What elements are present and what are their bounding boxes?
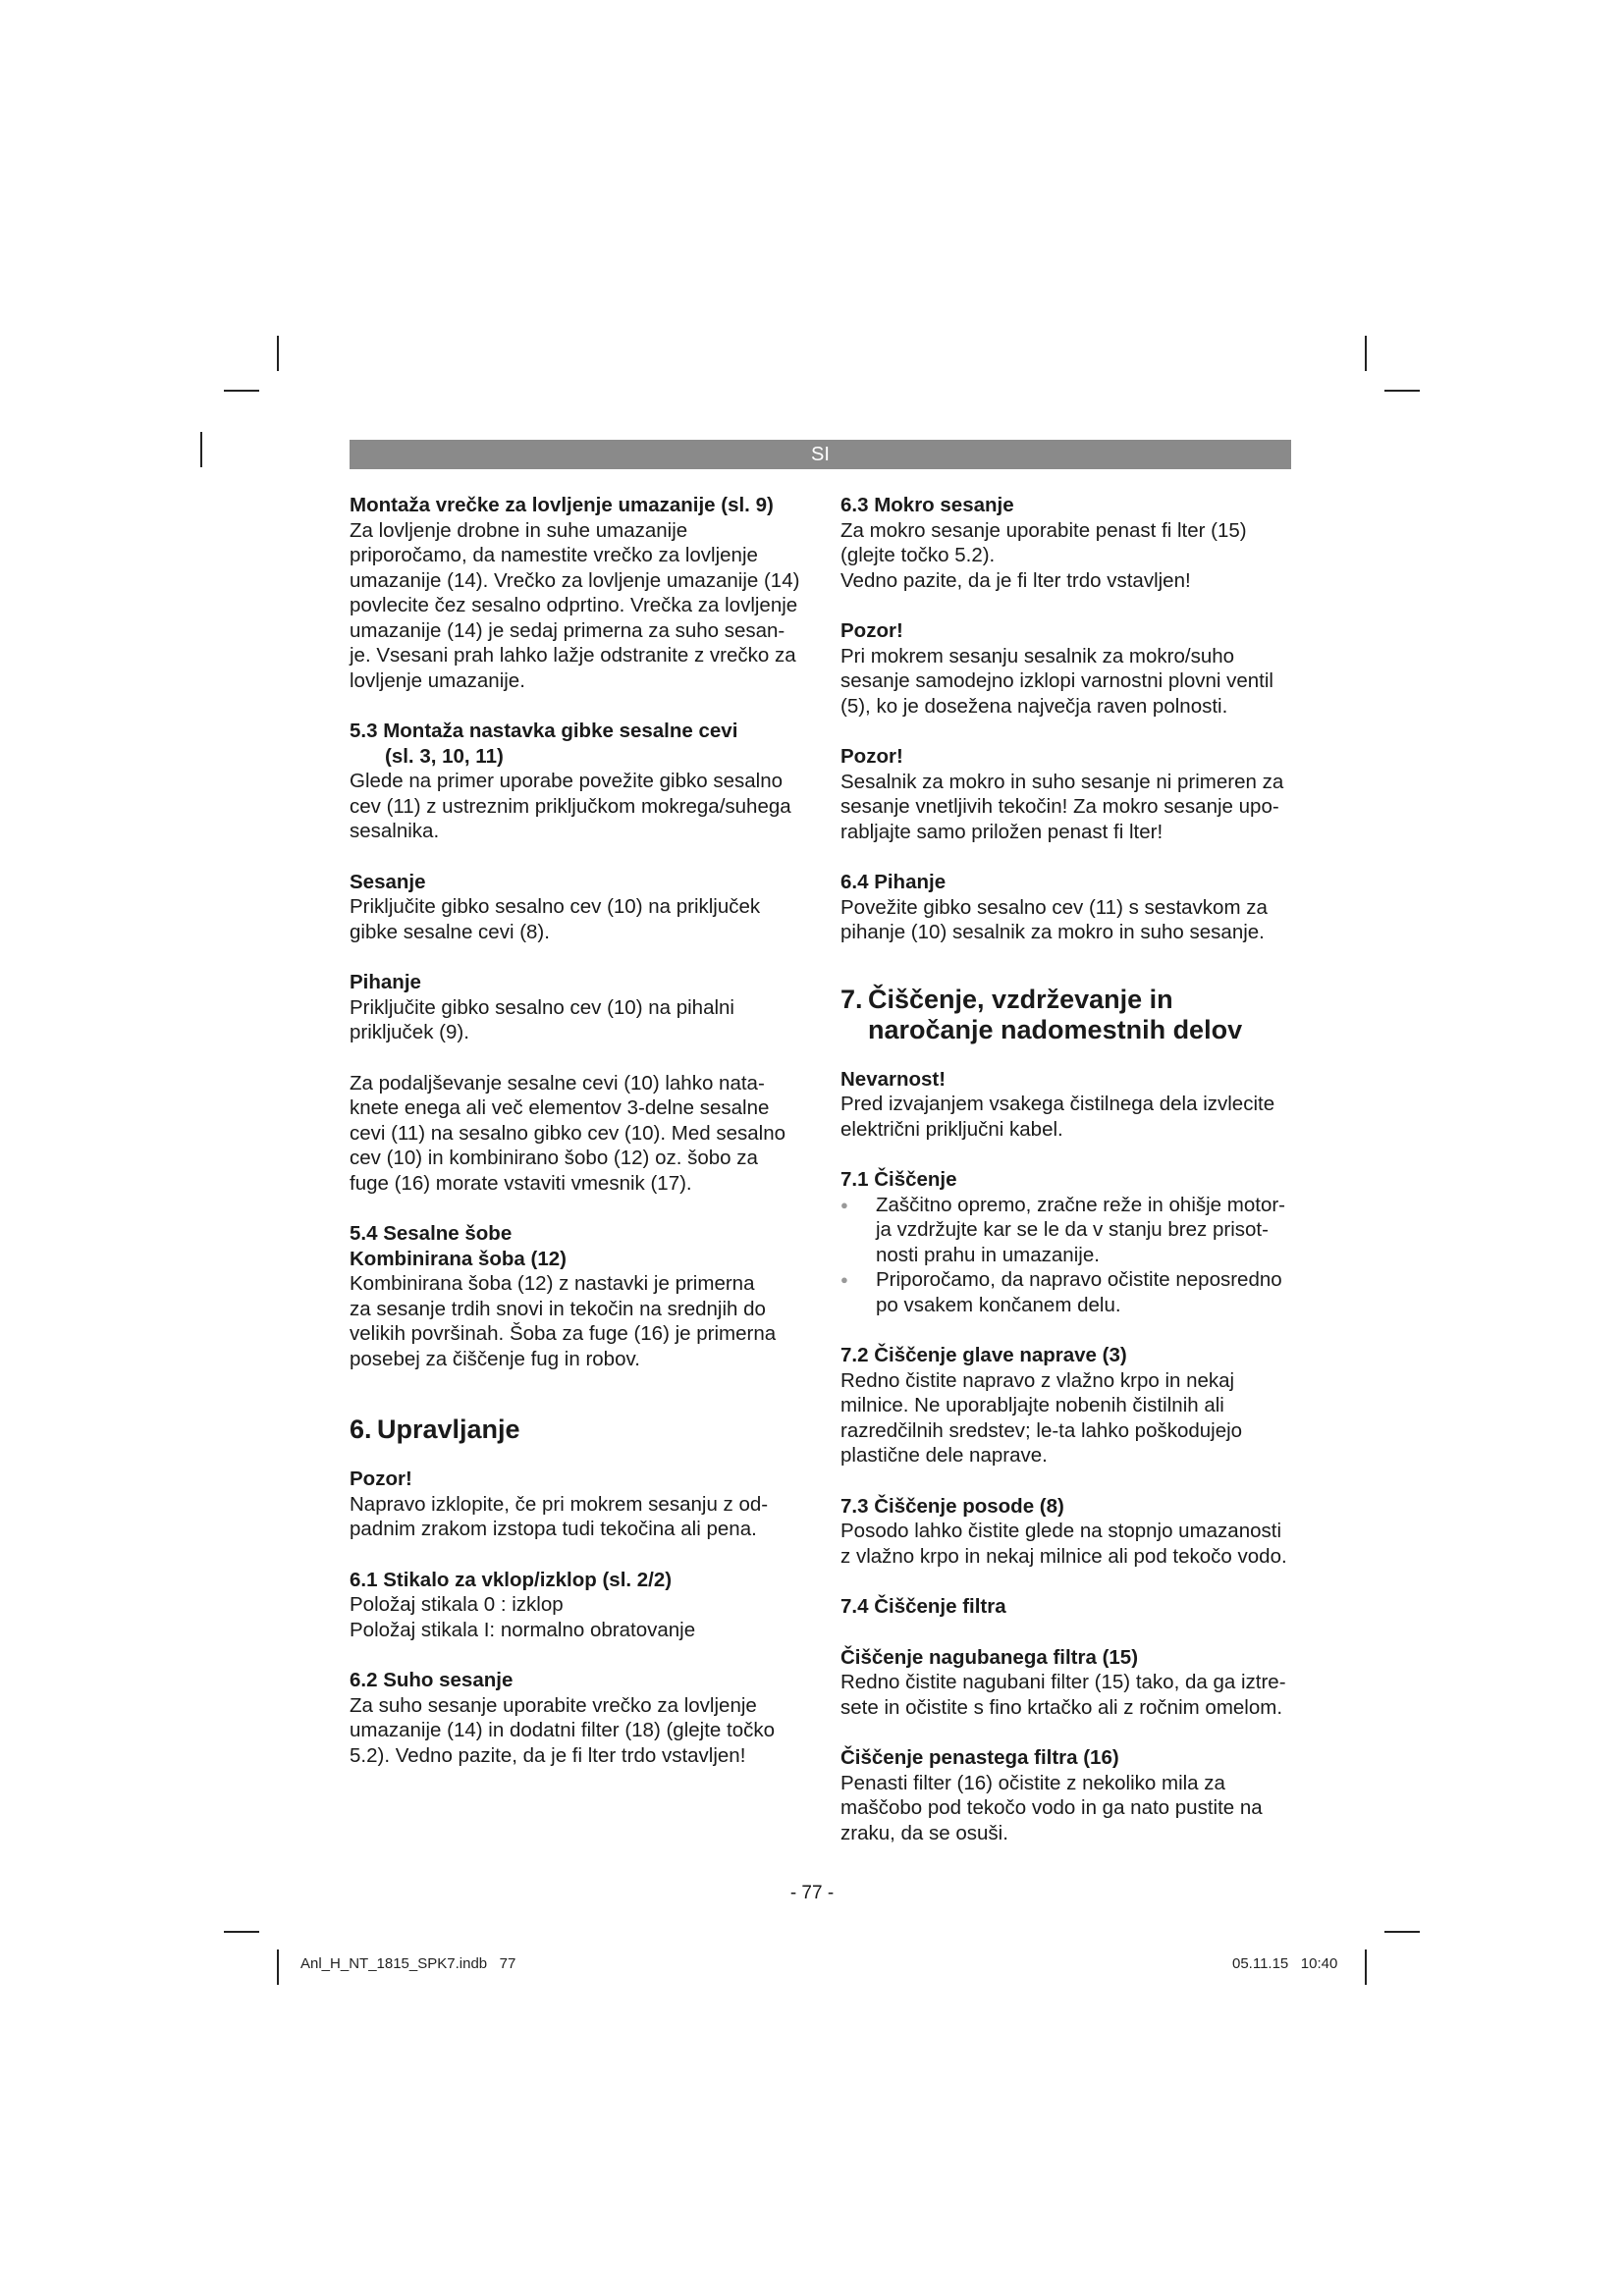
body-line: Penasti filter (16) očistite z nekoliko mila za xyxy=(840,1771,1225,1794)
body-line: maščobo pod tekočo vodo in ga nato pustite na xyxy=(840,1796,1263,1819)
chapter-title: Upravljanje xyxy=(377,1415,520,1444)
body-line: cevi (11) na sesalno gibko cev (10). Med sesalno xyxy=(350,1121,786,1145)
body-line: Pri mokrem sesanju sesalnik za mokro/suho xyxy=(840,644,1235,667)
body-line: priključek (9). xyxy=(350,1021,469,1043)
body-line: milnice. Ne uporabljajte nobenih čistilnih ali xyxy=(840,1394,1224,1416)
chapter-title: Čiščenje, vzdrževanje in xyxy=(868,984,1173,1014)
left-column xyxy=(350,493,804,1768)
body-line: Sesalnik za mokro in suho sesanje ni primeren za xyxy=(840,770,1284,793)
footer-file: Anl_H_NT_1815_SPK7.indb 77 xyxy=(300,1955,516,1972)
body-line: Vedno pazite, da je fi lter trdo vstavljen! xyxy=(840,568,1191,592)
body-line: (5), ko je dosežena največja raven polnosti. xyxy=(840,694,1228,718)
body-line: pihanje (10) sesalnik za mokro in suho sesanje. xyxy=(840,921,1265,943)
section-heading: Montaža vrečke za lovljenje umazanije (sl. 9) xyxy=(350,494,774,516)
body-line: sesanje vnetljivih tekočin! Za mokro sesanje upo- xyxy=(840,795,1279,818)
body-line: Kombinirana šoba (12) z nastavki je primerna xyxy=(350,1272,755,1295)
body-line: Položaj stikala 0 : izklop xyxy=(350,1593,564,1616)
warning-heading: Pozor! xyxy=(350,1468,412,1490)
crop-mark xyxy=(1365,336,1367,371)
danger-heading: Nevarnost! xyxy=(840,1067,947,1091)
chapter-heading xyxy=(350,1415,804,1445)
section-heading: Sesanje xyxy=(350,870,426,893)
body-line: razredčilnih sredstev; le-ta lahko poškodujejo xyxy=(840,1418,1243,1442)
section-heading: 7.1 Čiščenje xyxy=(840,1168,957,1191)
body-line: Redno čistite napravo z vlažno krpo in nekaj xyxy=(840,1368,1235,1392)
body-line: Priključite gibko sesalno cev (10) na priključek xyxy=(350,895,761,918)
section-heading: 7.3 Čiščenje posode (8) xyxy=(840,1494,1064,1518)
body-line: fuge (16) morate vstaviti vmesnik (17). xyxy=(350,1171,692,1195)
bullet-list xyxy=(840,1193,1295,1318)
chapter-number: 6. xyxy=(350,1415,372,1444)
section-heading: Pihanje xyxy=(350,971,421,993)
body-line: plastične dele naprave. xyxy=(840,1444,1048,1467)
body-line: Za podaljševanje sesalne cevi (10) lahko nata- xyxy=(350,1071,765,1095)
body-line: Za lovljenje drobne in suhe umazanije xyxy=(350,518,688,542)
body-line: padnim zrakom izstopa tudi tekočina ali pena. xyxy=(350,1518,757,1540)
body-line: Za mokro sesanje uporabite penast fi lter (15) xyxy=(840,518,1247,542)
body-line: Za suho sesanje uporabite vrečko za lovljenje xyxy=(350,1693,757,1717)
crop-mark xyxy=(1384,390,1420,392)
language-code: SI xyxy=(811,444,830,465)
warning-heading: Pozor! xyxy=(840,745,903,768)
bullet-item: ● Zaščitno opremo, zračne reže in ohišje motor- ja vzdržujte kar se le da v stanju brez prisot- nosti prahu in umazanije. xyxy=(840,1193,1295,1268)
sub-heading: Kombinirana šoba (12) xyxy=(350,1247,567,1270)
right-column xyxy=(840,493,1295,1845)
bullet-item: ● Priporočamo, da napravo očistite neposredno po vsakem končanem delu. xyxy=(840,1267,1295,1317)
crop-mark xyxy=(224,1931,259,1933)
crop-mark xyxy=(1384,1931,1420,1933)
body-line: velikih površinah. Šoba za fuge (16) je primerna xyxy=(350,1322,777,1345)
body-line: posebej za čiščenje fug in robov. xyxy=(350,1347,640,1370)
body-line: priporočamo, da namestite vrečko za lovljenje xyxy=(350,544,758,566)
section-heading: 6.1 Stikalo za vklop/izklop (sl. 2/2) xyxy=(350,1568,673,1591)
body-line: sete in očistite s fino krtačko ali z ročnim omelom. xyxy=(840,1695,1283,1719)
body-line: Redno čistite nagubani filter (15) tako, da ga iztre- xyxy=(840,1671,1286,1693)
body-line: cev (10) in kombinirano šobo (12) oz. šobo za xyxy=(350,1147,758,1169)
body-line: Posodo lahko čistite glede na stopnjo umazanosti xyxy=(840,1520,1282,1542)
body-line: Položaj stikala I: normalno obratovanje xyxy=(350,1618,696,1641)
sub-heading: Čiščenje penastega filtra (16) xyxy=(840,1746,1119,1769)
body-line: Glede na primer uporabe povežite gibko sesalno xyxy=(350,770,784,792)
crop-mark xyxy=(200,432,202,467)
body-line: umazanije (14). Vrečko za lovljenje umazanije (14) xyxy=(350,568,800,592)
crop-mark xyxy=(277,336,279,371)
footer-date: 05.11.15 10:40 xyxy=(1232,1955,1338,1972)
body-line: zraku, da se osuši. xyxy=(840,1821,1008,1844)
section-heading: 6.4 Pihanje xyxy=(840,871,947,893)
body-line: sesalnika. xyxy=(350,820,440,842)
body-line: 5.2). Vedno pazite, da je fi lter trdo vstavljen! xyxy=(350,1743,746,1767)
body-line: sesanje samodejno izklopi varnostni plovni ventil xyxy=(840,669,1273,692)
section-heading: 5.4 Sesalne šobe xyxy=(350,1222,513,1245)
section-heading-cont: (sl. 3, 10, 11) xyxy=(385,744,504,768)
body-line: cev (11) z ustreznim priključkom mokrega/suhega xyxy=(350,794,791,818)
body-line: umazanije (14) in dodatni filter (18) (glejte točko xyxy=(350,1719,775,1741)
chapter-title-cont: naročanje nadomestnih delov xyxy=(868,1014,1243,1044)
chapter-number: 7. xyxy=(840,984,863,1014)
warning-heading: Pozor! xyxy=(840,619,903,642)
body-line: (glejte točko 5.2). xyxy=(840,544,996,566)
body-line: z vlažno krpo in nekaj milnice ali pod tekočo vodo. xyxy=(840,1544,1287,1568)
section-heading: 7.2 Čiščenje glave naprave (3) xyxy=(840,1344,1127,1366)
crop-mark xyxy=(224,390,259,392)
section-heading: 6.2 Suho sesanje xyxy=(350,1669,514,1691)
body-line: rabljajte samo priložen penast fi lter! xyxy=(840,820,1164,843)
body-line: umazanije (14) je sedaj primerna za suho sesan- xyxy=(350,618,785,642)
crop-mark xyxy=(1365,1949,1367,1985)
language-header-bar xyxy=(350,440,1291,469)
body-line: Povežite gibko sesalno cev (11) s sestavkom za xyxy=(840,895,1268,919)
body-line: je. Vsesani prah lahko lažje odstranite z vrečko za xyxy=(350,644,796,667)
section-heading: 6.3 Mokro sesanje xyxy=(840,494,1014,516)
body-line: Pred izvajanjem vsakega čistilnega dela izvlecite xyxy=(840,1093,1275,1115)
body-line: povlecite čez sesalno odprtino. Vrečka za lovljenje xyxy=(350,594,798,616)
chapter-heading xyxy=(840,985,1295,1045)
section-heading: 7.4 Čiščenje filtra xyxy=(840,1595,1006,1618)
body-line: lovljenje umazanije. xyxy=(350,668,525,692)
body-line: Priključite gibko sesalno cev (10) na pihalni xyxy=(350,995,734,1019)
body-line: knete enega ali več elementov 3-delne sesalne xyxy=(350,1096,770,1119)
crop-mark xyxy=(277,1949,279,1985)
body-line: gibke sesalne cevi (8). xyxy=(350,920,550,943)
body-line: električni priključni kabel. xyxy=(840,1117,1063,1141)
page-number: - 77 - xyxy=(789,1883,835,1903)
section-heading: 5.3 Montaža nastavka gibke sesalne cevi xyxy=(350,720,738,742)
body-line: Napravo izklopite, če pri mokrem sesanju z od- xyxy=(350,1492,769,1516)
sub-heading: Čiščenje nagubanega filtra (15) xyxy=(840,1645,1139,1669)
body-line: za sesanje trdih snovi in tekočin na srednjih do xyxy=(350,1297,766,1320)
